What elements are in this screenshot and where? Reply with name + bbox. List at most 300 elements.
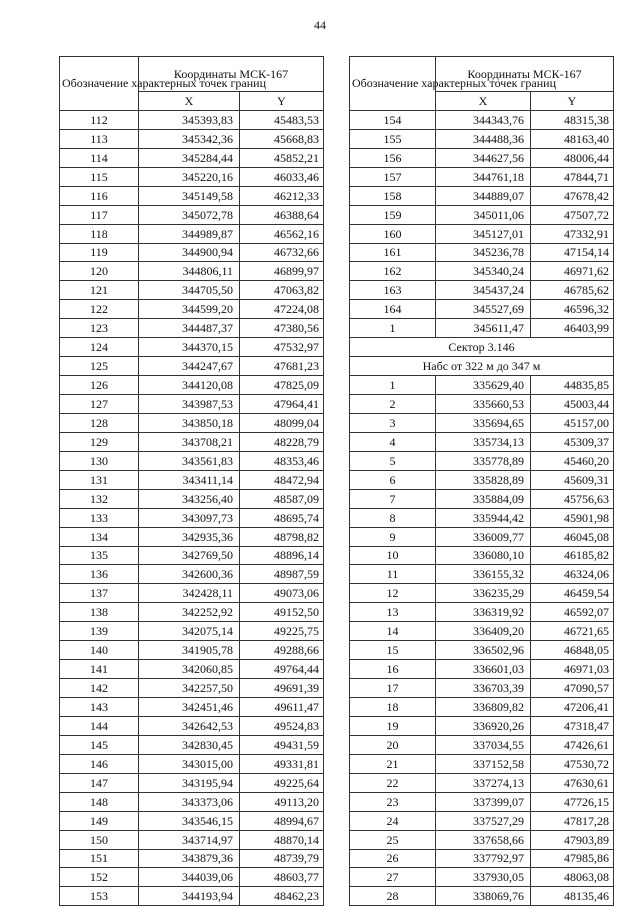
point-label: 158 xyxy=(350,186,436,205)
y-value: 47726,15 xyxy=(531,792,614,811)
point-label: 154 xyxy=(350,110,436,129)
point-label: 115 xyxy=(60,167,139,186)
table-row xyxy=(350,186,614,205)
x-value: 336920,26 xyxy=(436,716,531,735)
x-value: 345393,83 xyxy=(139,110,240,129)
point-label: 20 xyxy=(350,735,436,754)
x-value: 343987,53 xyxy=(139,395,240,414)
x-value: 344705,50 xyxy=(139,281,240,300)
x-value: 336319,92 xyxy=(436,603,531,622)
y-value: 47426,61 xyxy=(531,735,614,754)
point-label: 7 xyxy=(350,489,436,508)
x-value: 337527,29 xyxy=(436,811,531,830)
y-value: 46971,03 xyxy=(531,660,614,679)
table-row xyxy=(350,489,614,508)
y-value: 46592,07 xyxy=(531,603,614,622)
y-value: 45668,83 xyxy=(240,129,324,148)
x-value: 344627,56 xyxy=(436,148,531,167)
x-value: 344120,08 xyxy=(139,376,240,395)
y-value: 47532,97 xyxy=(240,338,324,357)
x-value: 342257,50 xyxy=(139,679,240,698)
table-row xyxy=(60,565,324,584)
table-row xyxy=(350,281,614,300)
x-value: 337399,07 xyxy=(436,792,531,811)
point-label: 3 xyxy=(350,413,436,432)
y-value: 47681,23 xyxy=(240,357,324,376)
table-row xyxy=(350,735,614,754)
table-row xyxy=(60,887,324,906)
table-row xyxy=(60,698,324,717)
y-value: 49691,39 xyxy=(240,679,324,698)
y-value: 48063,08 xyxy=(531,868,614,887)
x-value: 345437,24 xyxy=(436,281,531,300)
y-value: 46596,32 xyxy=(531,300,614,319)
x-value: 336235,29 xyxy=(436,584,531,603)
table-row xyxy=(60,622,324,641)
x-value: 344370,15 xyxy=(139,338,240,357)
table-row xyxy=(350,698,614,717)
table-row xyxy=(350,773,614,792)
table-row xyxy=(350,716,614,735)
point-label: 8 xyxy=(350,508,436,527)
y-value: 48163,40 xyxy=(531,129,614,148)
table-row xyxy=(350,679,614,698)
table-row xyxy=(350,110,614,129)
page-number: 44 xyxy=(314,18,326,32)
point-label: 125 xyxy=(60,357,139,376)
point-label: 2 xyxy=(350,395,436,414)
point-label: 163 xyxy=(350,281,436,300)
y-value: 47964,41 xyxy=(240,395,324,414)
point-label: 11 xyxy=(350,565,436,584)
coordinates-header: Координаты МСК-167 xyxy=(139,57,324,92)
point-label: 155 xyxy=(350,129,436,148)
table-row xyxy=(60,754,324,773)
x-value: 342075,14 xyxy=(139,622,240,641)
y-value: 47380,56 xyxy=(240,319,324,338)
y-value: 47507,72 xyxy=(531,205,614,224)
x-value: 336155,32 xyxy=(436,565,531,584)
point-label: 25 xyxy=(350,830,436,849)
x-value: 336703,39 xyxy=(436,679,531,698)
table-row xyxy=(350,565,614,584)
point-label: 9 xyxy=(350,527,436,546)
y-value: 45483,53 xyxy=(240,110,324,129)
point-label: 6 xyxy=(350,470,436,489)
table-row xyxy=(60,129,324,148)
x-value: 344193,94 xyxy=(139,887,240,906)
x-value: 345220,16 xyxy=(139,167,240,186)
y-value: 46185,82 xyxy=(531,546,614,565)
x-value: 337152,58 xyxy=(436,754,531,773)
table-row xyxy=(350,205,614,224)
y-value: 49764,44 xyxy=(240,660,324,679)
table-row xyxy=(60,868,324,887)
y-value: 46388,64 xyxy=(240,205,324,224)
y-value: 46785,62 xyxy=(531,281,614,300)
point-label: 138 xyxy=(60,603,139,622)
table-row xyxy=(350,754,614,773)
table-row xyxy=(60,205,324,224)
x-value: 344343,76 xyxy=(436,110,531,129)
x-value: 336009,77 xyxy=(436,527,531,546)
point-label: 133 xyxy=(60,508,139,527)
x-value: 342252,92 xyxy=(139,603,240,622)
point-label: 5 xyxy=(350,451,436,470)
table-row xyxy=(350,811,614,830)
x-value: 342060,85 xyxy=(139,660,240,679)
x-value: 337792,97 xyxy=(436,849,531,868)
point-label: 28 xyxy=(350,887,436,906)
y-value: 47844,71 xyxy=(531,167,614,186)
table-row xyxy=(60,811,324,830)
y-value: 49152,50 xyxy=(240,603,324,622)
point-label: 1 xyxy=(350,319,436,338)
table-row xyxy=(60,508,324,527)
point-label: 129 xyxy=(60,432,139,451)
x-value: 337034,55 xyxy=(436,735,531,754)
table-row xyxy=(350,546,614,565)
x-value: 344761,18 xyxy=(436,167,531,186)
point-label: 132 xyxy=(60,489,139,508)
point-label: 143 xyxy=(60,698,139,717)
x-value: 343714,97 xyxy=(139,830,240,849)
point-label: 113 xyxy=(60,129,139,148)
right-table-body-top xyxy=(350,110,614,337)
point-label: 15 xyxy=(350,641,436,660)
table-row xyxy=(60,432,324,451)
point-label: 124 xyxy=(60,338,139,357)
point-label: 160 xyxy=(350,224,436,243)
y-value: 47063,82 xyxy=(240,281,324,300)
table-row xyxy=(350,451,614,470)
points-label-header: Обозначение характерных точек границ xyxy=(60,57,139,111)
y-value: 49225,64 xyxy=(240,773,324,792)
x-value: 335694,65 xyxy=(436,413,531,432)
x-value: 345611,47 xyxy=(436,319,531,338)
y-value: 46732,66 xyxy=(240,243,324,262)
table-row xyxy=(350,300,614,319)
x-value: 344039,06 xyxy=(139,868,240,887)
y-value: 48603,77 xyxy=(240,868,324,887)
y-value: 47090,57 xyxy=(531,679,614,698)
x-value: 342428,11 xyxy=(139,584,240,603)
table-row xyxy=(350,243,614,262)
x-value: 344488,36 xyxy=(436,129,531,148)
y-value: 46324,06 xyxy=(531,565,614,584)
y-value: 47825,09 xyxy=(240,376,324,395)
point-label: 150 xyxy=(60,830,139,849)
table-row xyxy=(350,224,614,243)
table-row xyxy=(350,660,614,679)
x-value: 345149,58 xyxy=(139,186,240,205)
table-row xyxy=(350,395,614,414)
y-value: 46459,54 xyxy=(531,584,614,603)
table-row xyxy=(60,110,324,129)
x-value: 344487,37 xyxy=(139,319,240,338)
x-value: 335734,13 xyxy=(436,432,531,451)
table-row xyxy=(60,167,324,186)
y-value: 48135,46 xyxy=(531,887,614,906)
table-row xyxy=(350,413,614,432)
table-row xyxy=(350,887,614,906)
table-row xyxy=(350,792,614,811)
y-value: 45003,44 xyxy=(531,395,614,414)
point-label: 18 xyxy=(350,698,436,717)
x-value: 336601,03 xyxy=(436,660,531,679)
coordinates-header: Координаты МСК-167 xyxy=(436,57,614,92)
y-value: 47318,47 xyxy=(531,716,614,735)
x-value: 336502,96 xyxy=(436,641,531,660)
x-value: 344989,87 xyxy=(139,224,240,243)
y-value: 48353,46 xyxy=(240,451,324,470)
point-label: 157 xyxy=(350,167,436,186)
coordinates-table-left xyxy=(59,56,324,906)
y-value: 48739,79 xyxy=(240,849,324,868)
table-row xyxy=(60,413,324,432)
table-row xyxy=(60,451,324,470)
x-value: 335944,42 xyxy=(436,508,531,527)
point-label: 152 xyxy=(60,868,139,887)
y-value: 45157,00 xyxy=(531,413,614,432)
table-row xyxy=(350,470,614,489)
table-row xyxy=(60,148,324,167)
sector-subtitle: Набс от 322 м до 347 м xyxy=(350,357,614,376)
table-row xyxy=(60,300,324,319)
x-value: 344806,11 xyxy=(139,262,240,281)
y-value: 47817,28 xyxy=(531,811,614,830)
table-row xyxy=(60,773,324,792)
point-label: 130 xyxy=(60,451,139,470)
table-row xyxy=(350,148,614,167)
y-value: 48587,09 xyxy=(240,489,324,508)
y-value: 48228,79 xyxy=(240,432,324,451)
point-label: 120 xyxy=(60,262,139,281)
x-value: 337274,13 xyxy=(436,773,531,792)
point-label: 1 xyxy=(350,376,436,395)
table-row xyxy=(60,338,324,357)
y-value: 49225,75 xyxy=(240,622,324,641)
point-label: 14 xyxy=(350,622,436,641)
point-label: 122 xyxy=(60,300,139,319)
x-value: 343097,73 xyxy=(139,508,240,527)
x-value: 345072,78 xyxy=(139,205,240,224)
table-row xyxy=(60,319,324,338)
y-header: Y xyxy=(240,92,324,111)
y-value: 46899,97 xyxy=(240,262,324,281)
x-value: 338069,76 xyxy=(436,887,531,906)
x-value: 345340,24 xyxy=(436,262,531,281)
table-row xyxy=(60,660,324,679)
y-value: 49611,47 xyxy=(240,698,324,717)
table-row xyxy=(350,830,614,849)
point-label: 121 xyxy=(60,281,139,300)
table-row xyxy=(60,603,324,622)
x-value: 344599,20 xyxy=(139,300,240,319)
x-value: 343373,06 xyxy=(139,792,240,811)
point-label: 23 xyxy=(350,792,436,811)
point-label: 151 xyxy=(60,849,139,868)
y-value: 46562,16 xyxy=(240,224,324,243)
point-label: 149 xyxy=(60,811,139,830)
table-row xyxy=(60,281,324,300)
y-value: 47630,61 xyxy=(531,773,614,792)
x-value: 336080,10 xyxy=(436,546,531,565)
x-value: 336809,82 xyxy=(436,698,531,717)
point-label: 161 xyxy=(350,243,436,262)
x-header: X xyxy=(436,92,531,111)
x-value: 345127,01 xyxy=(436,224,531,243)
x-value: 344247,67 xyxy=(139,357,240,376)
table-row xyxy=(60,546,324,565)
x-value: 342451,46 xyxy=(139,698,240,717)
x-value: 345011,06 xyxy=(436,205,531,224)
point-label: 144 xyxy=(60,716,139,735)
x-value: 343546,15 xyxy=(139,811,240,830)
y-value: 47903,89 xyxy=(531,830,614,849)
point-label: 123 xyxy=(60,319,139,338)
x-value: 335778,89 xyxy=(436,451,531,470)
point-label: 24 xyxy=(350,811,436,830)
point-label: 141 xyxy=(60,660,139,679)
left-table-body xyxy=(60,110,324,905)
x-value: 345527,69 xyxy=(436,300,531,319)
y-header: Y xyxy=(531,92,614,111)
point-label: 26 xyxy=(350,849,436,868)
table-row xyxy=(350,641,614,660)
y-value: 46848,05 xyxy=(531,641,614,660)
table-row xyxy=(350,319,614,338)
point-label: 159 xyxy=(350,205,436,224)
x-value: 342830,45 xyxy=(139,735,240,754)
point-label: 139 xyxy=(60,622,139,641)
table-row xyxy=(60,641,324,660)
point-label: 135 xyxy=(60,546,139,565)
point-label: 119 xyxy=(60,243,139,262)
x-value: 343879,36 xyxy=(139,849,240,868)
x-value: 343850,18 xyxy=(139,413,240,432)
y-value: 47985,86 xyxy=(531,849,614,868)
x-value: 335828,89 xyxy=(436,470,531,489)
x-header: X xyxy=(139,92,240,111)
x-value: 345342,36 xyxy=(139,129,240,148)
x-value: 344900,94 xyxy=(139,243,240,262)
table-row xyxy=(60,395,324,414)
x-value: 341905,78 xyxy=(139,641,240,660)
x-value: 345236,78 xyxy=(436,243,531,262)
y-value: 49524,83 xyxy=(240,716,324,735)
x-value: 343195,94 xyxy=(139,773,240,792)
y-value: 49113,20 xyxy=(240,792,324,811)
table-row xyxy=(350,603,614,622)
table-row xyxy=(60,186,324,205)
y-value: 46033,46 xyxy=(240,167,324,186)
table-row xyxy=(60,830,324,849)
point-label: 164 xyxy=(350,300,436,319)
point-label: 127 xyxy=(60,395,139,414)
table-row xyxy=(350,262,614,281)
table-row xyxy=(60,527,324,546)
point-label: 22 xyxy=(350,773,436,792)
table-row xyxy=(350,129,614,148)
x-value: 343015,00 xyxy=(139,754,240,773)
point-label: 137 xyxy=(60,584,139,603)
table-row xyxy=(60,357,324,376)
table-row xyxy=(350,432,614,451)
x-value: 335884,09 xyxy=(436,489,531,508)
x-value: 336409,20 xyxy=(436,622,531,641)
y-value: 45609,31 xyxy=(531,470,614,489)
x-value: 343411,14 xyxy=(139,470,240,489)
coordinates-table-right xyxy=(349,56,614,906)
x-value: 344889,07 xyxy=(436,186,531,205)
x-value: 345284,44 xyxy=(139,148,240,167)
point-label: 21 xyxy=(350,754,436,773)
point-label: 146 xyxy=(60,754,139,773)
table-row xyxy=(350,527,614,546)
point-label: 131 xyxy=(60,470,139,489)
table-row xyxy=(350,584,614,603)
point-label: 162 xyxy=(350,262,436,281)
point-label: 134 xyxy=(60,527,139,546)
point-label: 153 xyxy=(60,887,139,906)
table-row xyxy=(350,868,614,887)
y-value: 45901,98 xyxy=(531,508,614,527)
point-label: 128 xyxy=(60,413,139,432)
y-value: 47224,08 xyxy=(240,300,324,319)
table-row xyxy=(60,584,324,603)
y-value: 48315,38 xyxy=(531,110,614,129)
y-value: 45756,63 xyxy=(531,489,614,508)
point-label: 13 xyxy=(350,603,436,622)
sector-title: Сектор 3.146 xyxy=(350,338,614,357)
x-value: 335629,40 xyxy=(436,376,531,395)
point-label: 112 xyxy=(60,110,139,129)
y-value: 48870,14 xyxy=(240,830,324,849)
y-value: 44835,85 xyxy=(531,376,614,395)
points-label-header: Обозначение характерных точек границ xyxy=(350,57,436,111)
table-row xyxy=(60,849,324,868)
point-label: 145 xyxy=(60,735,139,754)
point-label: 10 xyxy=(350,546,436,565)
point-label: 142 xyxy=(60,679,139,698)
y-value: 45460,20 xyxy=(531,451,614,470)
y-value: 47678,42 xyxy=(531,186,614,205)
table-row xyxy=(60,243,324,262)
x-value: 342935,36 xyxy=(139,527,240,546)
point-label: 4 xyxy=(350,432,436,451)
table-row xyxy=(60,679,324,698)
point-label: 117 xyxy=(60,205,139,224)
point-label: 126 xyxy=(60,376,139,395)
table-row xyxy=(350,376,614,395)
y-value: 46045,08 xyxy=(531,527,614,546)
y-value: 45309,37 xyxy=(531,432,614,451)
point-label: 118 xyxy=(60,224,139,243)
x-value: 343561,83 xyxy=(139,451,240,470)
x-value: 343708,21 xyxy=(139,432,240,451)
y-value: 48695,74 xyxy=(240,508,324,527)
y-value: 48099,04 xyxy=(240,413,324,432)
y-value: 48896,14 xyxy=(240,546,324,565)
y-value: 49073,06 xyxy=(240,584,324,603)
y-value: 47332,91 xyxy=(531,224,614,243)
table-row xyxy=(350,508,614,527)
table-row xyxy=(350,622,614,641)
table-row xyxy=(60,792,324,811)
x-value: 342600,36 xyxy=(139,565,240,584)
y-value: 46721,65 xyxy=(531,622,614,641)
